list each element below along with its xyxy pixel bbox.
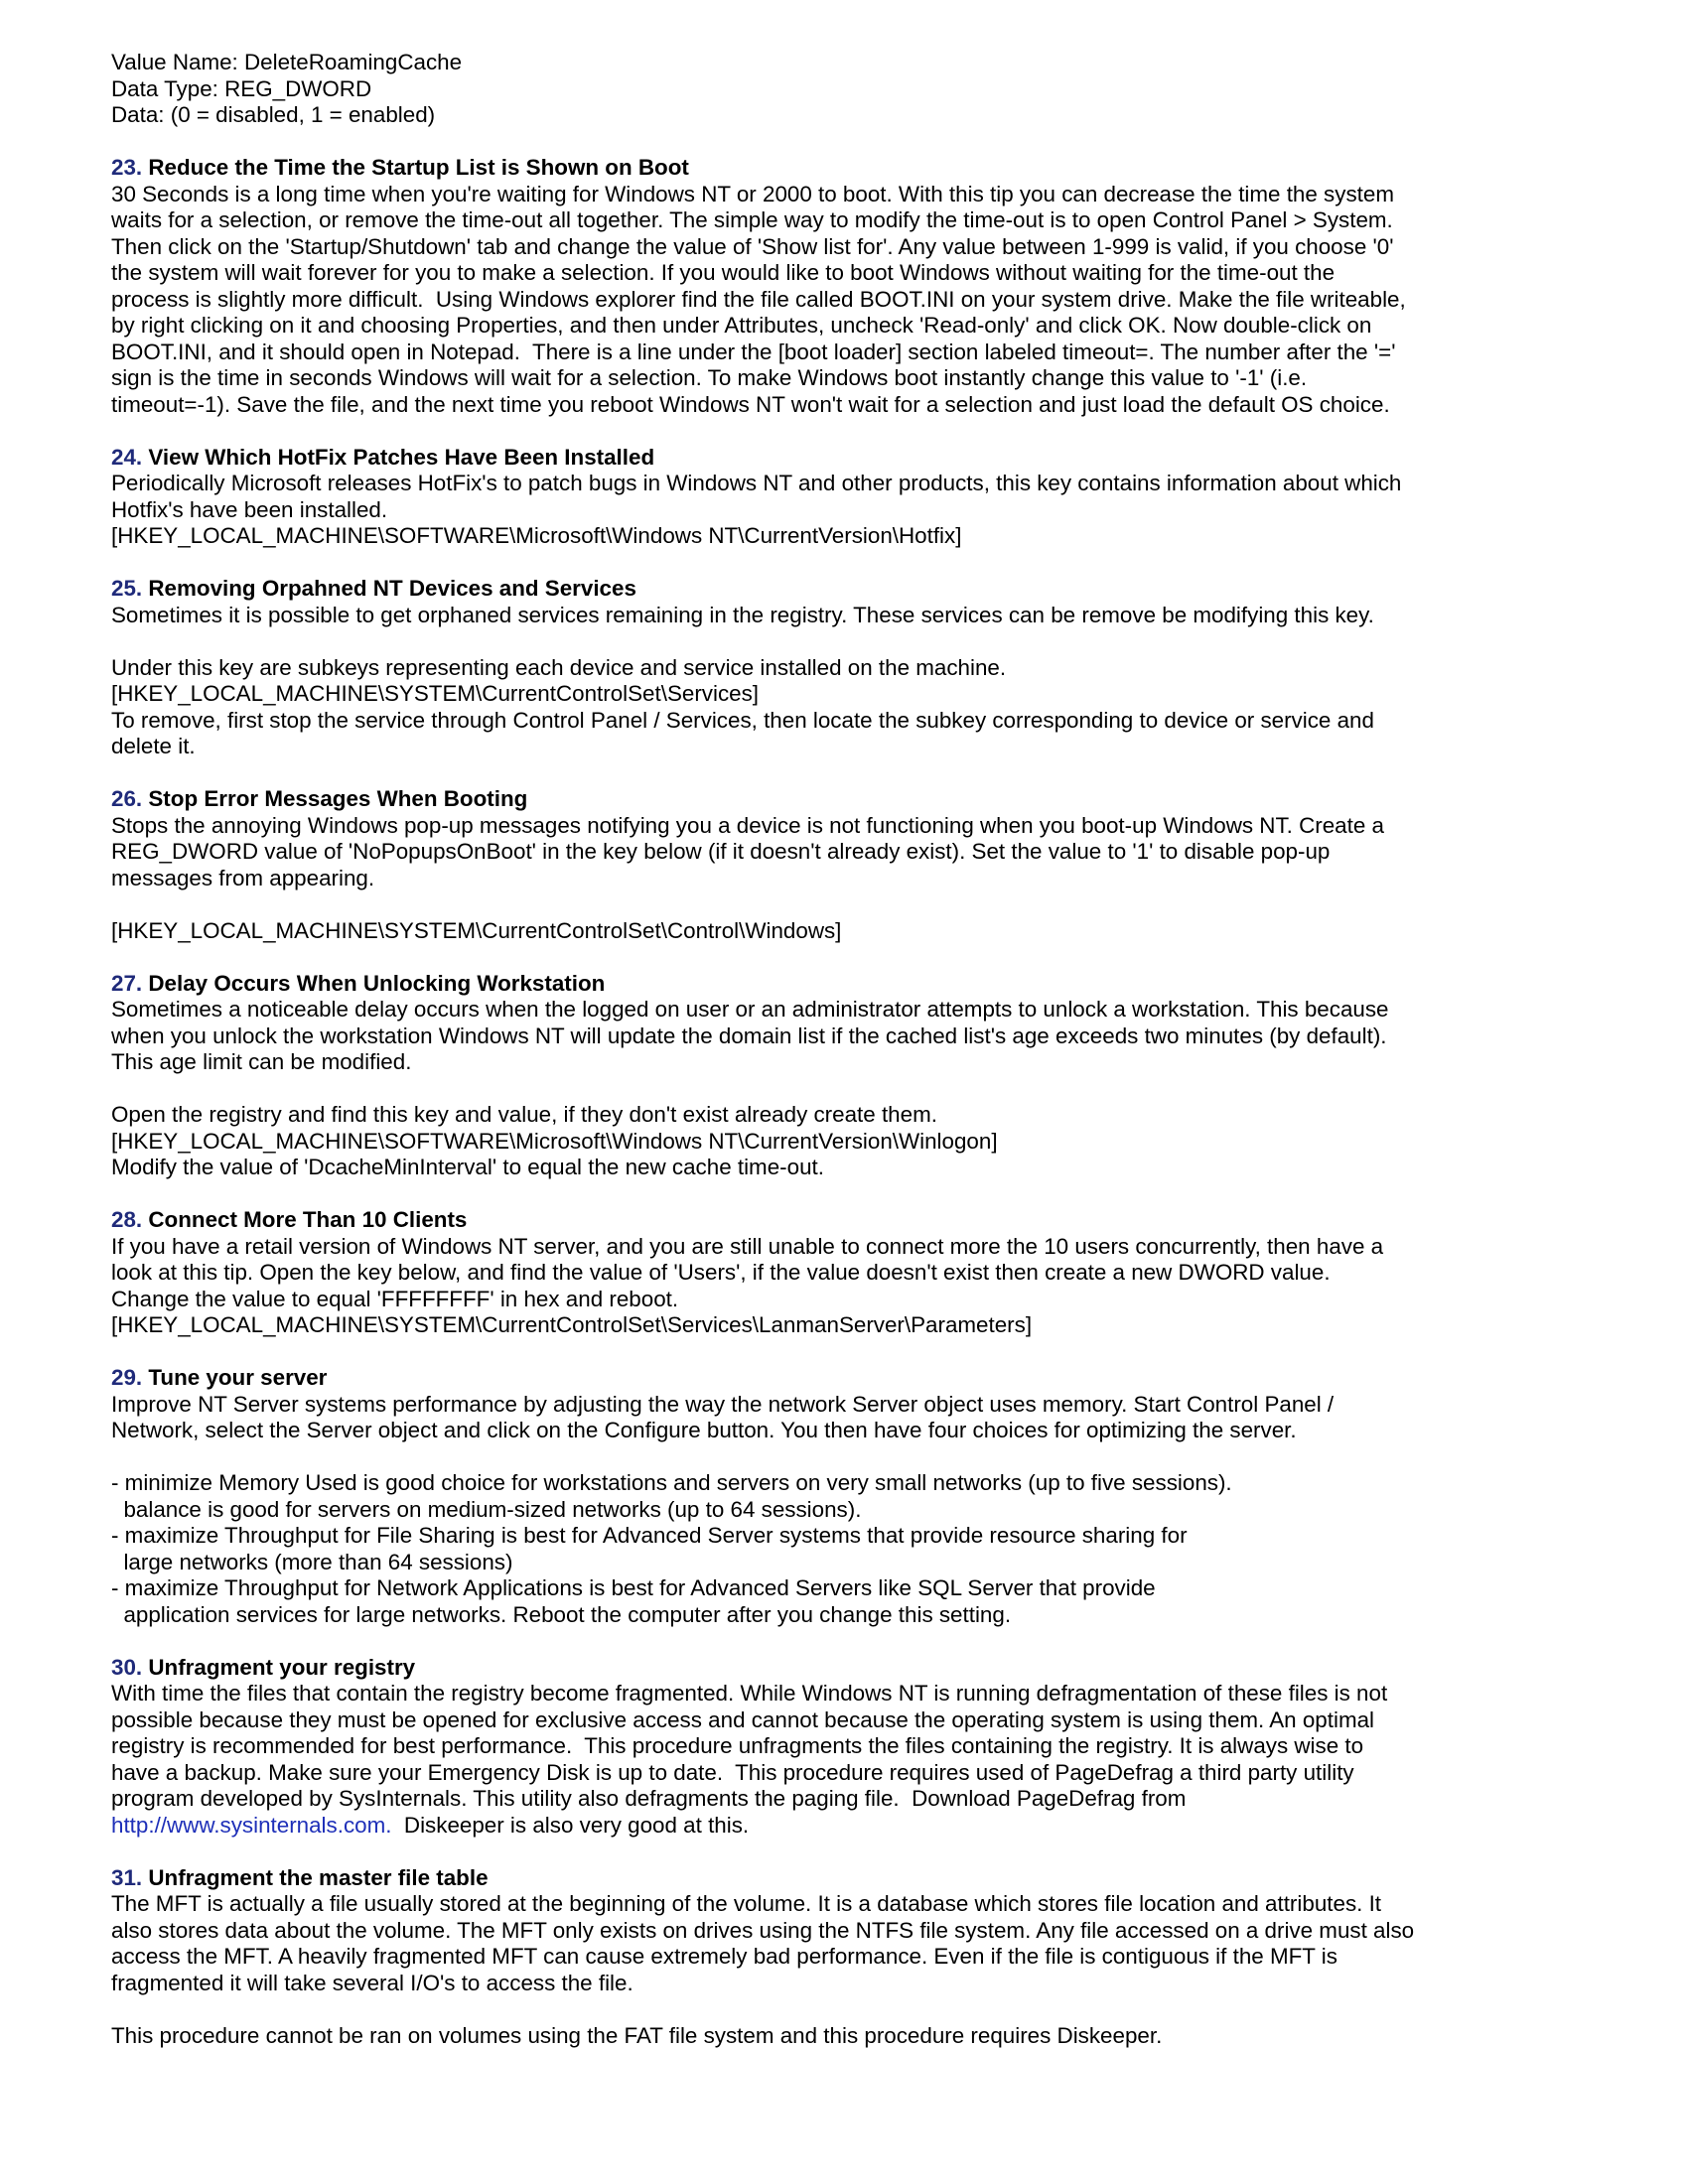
body-line: [HKEY_LOCAL_MACHINE\SOFTWARE\Microsoft\Windows NT\CurrentVersion\Winlogon]: [111, 1128, 998, 1154]
link-line: [111, 1813, 1601, 1840]
body-line: access the MFT. A heavily fragmented MFT can cause extremely bad performance. Even if the file is contiguous if the MFT is: [111, 1944, 1337, 1969]
section-gap: [111, 1628, 1601, 1655]
body-line: possible because they must be opened for exclusive access and cannot because the operating system is using them. An optimal: [111, 1706, 1375, 1732]
body-line: timeout=-1). Save the file, and the next time you reboot Windows NT won't wait for a selection and just load the default OS choice.: [111, 391, 1390, 417]
section-gap: [111, 1181, 1601, 1208]
body-line: 30 Seconds is a long time when you're waiting for Windows NT or 2000 to boot. With this tip you can decrease the time the system: [111, 181, 1394, 206]
paragraph-gap: [111, 1076, 1601, 1103]
intro-line: Data: (0 = disabled, 1 = enabled): [111, 102, 436, 127]
section-heading: [111, 1207, 1601, 1234]
body-line: waits for a selection, or remove the time-out all together. The simple way to modify the time-out is to open Control Panel > System.: [111, 207, 1393, 232]
body-line: Sometimes it is possible to get orphaned services remaining in the registry. These services can be remove be modifying this key.: [111, 602, 1374, 627]
section-27: [111, 971, 1601, 1181]
section-title: Reduce the Time the Startup List is Shown on Boot: [148, 155, 689, 180]
body-line: Under this key are subkeys representing each device and service installed on the machine.: [111, 654, 1007, 680]
section-title: Delay Occurs When Unlocking Workstation: [148, 970, 606, 996]
body-line: [HKEY_LOCAL_MACHINE\SYSTEM\CurrentControlSet\Services\LanmanServer\Parameters]: [111, 1312, 1033, 1337]
section-title: Unfragment your registry: [148, 1654, 416, 1680]
body-line: To remove, first stop the service through Control Panel / Services, then locate the subkey corresponding to device or service and: [111, 707, 1374, 733]
body-line: Sometimes a noticeable delay occurs when the logged on user or an administrator attempts to unlock a workstation. This because: [111, 997, 1389, 1022]
section-heading: [111, 576, 1601, 603]
body-line: If you have a retail version of Windows NT server, and you are still unable to connect more the 10 users concurrently, then have a: [111, 1233, 1384, 1259]
sysinternals-link[interactable]: http://www.sysinternals.com.: [111, 1812, 392, 1838]
section-heading: [111, 1365, 1601, 1392]
body-line: - minimize Memory Used is good choice for workstations and servers on very small networks (up to five sessions).: [111, 1470, 1232, 1495]
body-line: Network, select the Server object and click on the Configure button. You then have four choices for optimizing the server.: [111, 1418, 1297, 1442]
body-line: REG_DWORD value of 'NoPopupsOnBoot' in the key below (if it doesn't already exist). Set the value to '1' to disable pop-up: [111, 839, 1331, 864]
section-gap: [111, 550, 1601, 577]
section-title: Stop Error Messages When Booting: [148, 786, 528, 811]
section-gap: [111, 418, 1601, 445]
section-gap: [111, 1839, 1601, 1865]
link-line-text: Diskeeper is also very good at this.: [391, 1812, 750, 1838]
body-line: registry is recommended for best performance. This procedure unfragments the files containing the registry. It is always wise to: [111, 1733, 1364, 1758]
section-24: [111, 445, 1601, 550]
section-number: 27.: [111, 970, 143, 996]
section-29: [111, 1365, 1601, 1628]
body-line: the system will wait forever for you to make a selection. If you would like to boot Windows without waiting for the time-out the: [111, 260, 1336, 285]
section-title: Unfragment the master file table: [148, 1864, 489, 1890]
body-line: also stores data about the volume. The MFT only exists on drives using the NTFS file system. Any file accessed on a drive must also: [111, 1917, 1415, 1943]
section-gap: [111, 1339, 1601, 1366]
section-gap: [111, 760, 1601, 787]
section-number: 29.: [111, 1365, 143, 1390]
section-31: [111, 1865, 1601, 2050]
body-line: Modify the value of 'DcacheMinInterval' to equal the new cache time-out.: [111, 1155, 824, 1179]
intro-line: Value Name: DeleteRoamingCache: [111, 50, 463, 74]
body-line: application services for large networks. Reboot the computer after you change this setting.: [111, 1601, 1012, 1627]
body-line: - maximize Throughput for Network Applications is best for Advanced Servers like SQL Server that provide: [111, 1575, 1156, 1600]
section-26: [111, 786, 1601, 944]
intro-block: [111, 50, 1601, 129]
section-gap: [111, 129, 1601, 156]
section-number: 26.: [111, 786, 143, 811]
body-line: large networks (more than 64 sessions): [111, 1549, 513, 1574]
section-number: 31.: [111, 1864, 143, 1890]
body-line: With time the files that contain the registry become fragmented. While Windows NT is running defragmentation of these files is not: [111, 1681, 1388, 1706]
body-line: program developed by SysInternals. This utility also defragments the paging file. Download PageDefrag from: [111, 1786, 1187, 1811]
body-line: This procedure cannot be ran on volumes using the FAT file system and this procedure requires Diskeeper.: [111, 2022, 1163, 2048]
body-line: Hotfix's have been installed.: [111, 496, 388, 522]
body-line: Then click on the 'Startup/Shutdown' tab and change the value of 'Show list for'. Any value between 1-999 is valid, if you choose '0': [111, 233, 1394, 259]
section-heading: [111, 786, 1601, 813]
body-line: balance is good for servers on medium-sized networks (up to 64 sessions).: [111, 1496, 862, 1522]
body-line: [HKEY_LOCAL_MACHINE\SOFTWARE\Microsoft\Windows NT\CurrentVersion\Hotfix]: [111, 523, 962, 548]
paragraph-gap: [111, 1996, 1601, 2023]
section-heading: [111, 1865, 1601, 1892]
section-heading: [111, 971, 1601, 998]
section-number: 25.: [111, 576, 143, 601]
section-number: 30.: [111, 1654, 143, 1680]
body-line: look at this tip. Open the key below, and find the value of 'Users', if the value doesn't exist then create a new DWORD value.: [111, 1260, 1331, 1285]
section-title: Removing Orpahned NT Devices and Services: [148, 576, 636, 601]
body-line: - maximize Throughput for File Sharing is best for Advanced Server systems that provide resource sharing for: [111, 1523, 1188, 1548]
body-line: process is slightly more difficult. Using Windows explorer find the file called BOOT.INI on your system drive. Make the file writeable,: [111, 286, 1406, 312]
section-heading: [111, 445, 1601, 472]
body-line: [HKEY_LOCAL_MACHINE\SYSTEM\CurrentControlSet\Control\Windows]: [111, 917, 842, 943]
body-line: The MFT is actually a file usually stored at the beginning of the volume. It is a database which stores file location and attributes. It: [111, 1891, 1382, 1916]
body-line: Open the registry and find this key and value, if they don't exist already create them.: [111, 1102, 937, 1127]
section-title: View Which HotFix Patches Have Been Installed: [148, 444, 655, 470]
section-23: [111, 155, 1601, 418]
section-title: Tune your server: [148, 1365, 328, 1390]
section-heading: [111, 1655, 1601, 1682]
body-line: Change the value to equal 'FFFFFFFF' in hex and reboot.: [111, 1286, 679, 1311]
section-30: [111, 1655, 1601, 1840]
body-line: Stops the annoying Windows pop-up messages notifying you a device is not functioning when you boot-up Windows NT. Create a: [111, 812, 1384, 838]
body-line: [HKEY_LOCAL_MACHINE\SYSTEM\CurrentControlSet\Services]: [111, 681, 760, 706]
section-28: [111, 1207, 1601, 1339]
body-line: by right clicking on it and choosing Properties, and then under Attributes, uncheck 'Read-only' and click OK. Now double-click on: [111, 313, 1372, 338]
body-line: Periodically Microsoft releases HotFix's to patch bugs in Windows NT and other products, this key contains information about which: [111, 471, 1402, 495]
document-page: [111, 50, 1601, 2049]
body-line: sign is the time in seconds Windows will wait for a selection. To make Windows boot instantly change this value to '-1' (i.e.: [111, 365, 1308, 390]
section-number: 28.: [111, 1207, 143, 1232]
paragraph-gap: [111, 628, 1601, 655]
body-line: delete it.: [111, 734, 196, 758]
sections-container: [111, 129, 1601, 2050]
section-number: 23.: [111, 155, 143, 180]
body-line: have a backup. Make sure your Emergency Disk is up to date. This procedure requires used of PageDefrag a third party utility: [111, 1759, 1354, 1785]
body-line: Improve NT Server systems performance by adjusting the way the network Server object uses memory. Start Control Panel /: [111, 1391, 1335, 1417]
paragraph-gap: [111, 891, 1601, 918]
body-line: messages from appearing.: [111, 865, 375, 890]
body-line: when you unlock the workstation Windows NT will update the domain list if the cached list's age exceeds two minutes (by default).: [111, 1023, 1387, 1048]
section-title: Connect More Than 10 Clients: [148, 1207, 468, 1232]
body-line: This age limit can be modified.: [111, 1049, 412, 1074]
section-number: 24.: [111, 444, 143, 470]
section-25: [111, 576, 1601, 760]
paragraph-gap: [111, 1444, 1601, 1471]
body-line: fragmented it will take several I/O's to access the file.: [111, 1970, 633, 1995]
section-gap: [111, 944, 1601, 971]
section-heading: [111, 155, 1601, 182]
intro-line: Data Type: REG_DWORD: [111, 75, 372, 101]
body-line: BOOT.INI, and it should open in Notepad. There is a line under the [boot loader] section labeled timeout=. The number after the '=': [111, 339, 1396, 364]
